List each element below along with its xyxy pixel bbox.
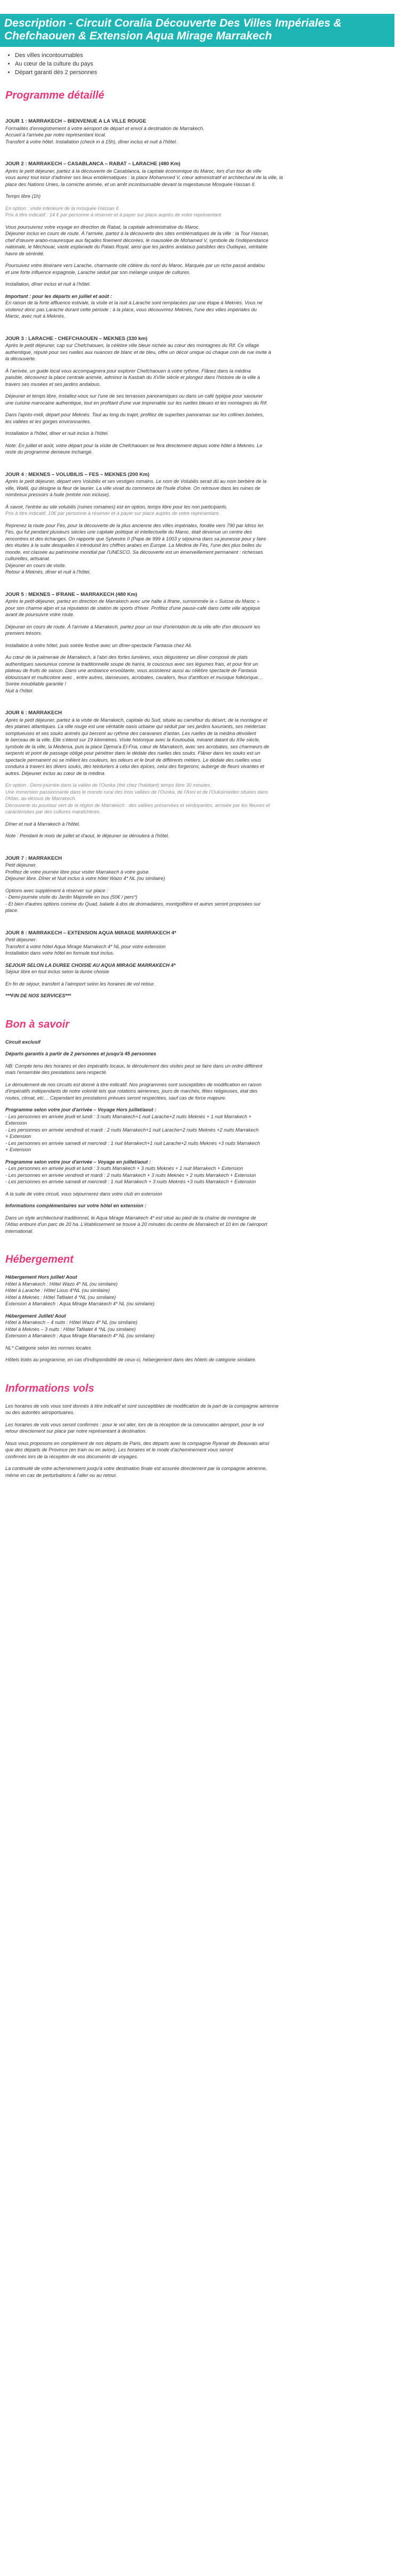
day-line: paisible, découvrez la place centrale animée, admirez la Kasbah du XVIIe siècle et plongez dans l'histoire de la ville à — [5, 375, 260, 380]
highlight-item: • Au cœur de la culture du pays — [15, 60, 404, 68]
day-block — [5, 336, 399, 456]
day-line: authentique, réputé pour ses ruelles aux nuances de blanc et de bleu, offre un décor unique où chaque coin de rue invite à — [5, 349, 271, 355]
days-container — [5, 118, 399, 999]
day-line: - Demi-journée visite du Jardin Majorelle en bus (50€ / pers*) — [5, 894, 138, 900]
day-line: Une immersion passionnante dans le monde rural des trois vallées de l'Ourika, de l'Asni et de l'Oukaïmeden situées dans — [5, 789, 268, 795]
day-line: Installation à votre hôtel, puis soirée festive avec un dîner-spectacle Fantasia chez Ali. — [5, 642, 192, 648]
page-title: Description - Circuit Coralia Découverte Des Villes Impériales & Chefchaouen & Extension Aqua Mirage Marrakech — [4, 17, 342, 42]
day-line: Soirée inoubliable garantie ! — [5, 681, 66, 687]
text-line: Les horaires de vols vous seront confirmés : pour le vol aller, lors de la réception de la convocation aéroport, pour le vol — [5, 1422, 264, 1427]
day-line: Maroc, avec nuit à Meknès. — [5, 313, 66, 319]
day-line: vous aurez tout loisir d'admirer ses lieux emblématiques : la place Mohammed V, cœur administratif et architectural de la ville, la — [5, 175, 283, 180]
day-line: rencontres et des échanges. On rapporte que Sylvestre II (Pape de 999 à 1003 y séjourna dans sa jeunesse pour y faire — [5, 536, 266, 542]
day-line: une cuisine marocaine authentique, tout en profitant d'une vue imprenable sur les ruelles bleues et les montagnes du Rif. — [5, 400, 268, 406]
day-line: Nuit à l'hôtel. — [5, 688, 34, 693]
day-line: Déjeuner en cours de visite. — [5, 562, 66, 568]
text-line: Hôtel à Meknès : Hôtel Tafilalet 4 *NL (ou similaire) — [5, 1294, 116, 1300]
text-line: + Extension — [5, 1134, 31, 1139]
day-title: JOUR 8 : MARRAKECH – EXTENSION AQUA MIRAGE MARRAKECH 4* — [5, 930, 176, 936]
text-line: Extension à Marrakech : Aqua Mirage Marrakech 4* NL (ou similaire) — [5, 1333, 155, 1338]
day-line: éblouissant et multicolore avec , entre autres, danseuses, acrobates, cavaliers, feux d'artifices et musique folklorique… — [5, 674, 263, 680]
day-line: Au cœur de la palmeraie de Marrakech, à l'abri des fortes lumières, vous dégusterez un dîner composé de plats — [5, 655, 248, 660]
text-line: mais l'ensemble des prestations sera respecté. — [5, 1070, 108, 1075]
text-line: - Les personnes en arrivée vendredi et mardi : 2 nuits Marrakech+1 nuit Larache+2 nuits Meknès +2 nuits Marrakech — [5, 1127, 259, 1133]
day-line: le berceau de la ville. Elle s'étend sur 19 kilomètres. Visite historique avec la Koutoubia, minaret datant du XIIe siècle, — [5, 737, 261, 742]
text-line: ou des autorités aéroportuaires. — [5, 1410, 75, 1415]
day-line: Note : Pendant le mois de juillet et d'aout, le déjeuner se déroulera à l'hôtel. — [5, 833, 169, 838]
day-line: place. — [5, 908, 19, 913]
day-line: conduira à travers les divers souks, des teinturiers à celui des épices, celui des forgerons, auberge de fleurs vivantes et — [5, 764, 264, 769]
day-line: caractérisées par des cultures maraîchères. — [5, 809, 101, 814]
infos-vols-block — [5, 1395, 399, 1479]
day-line: avant de poursuivre votre route. — [5, 612, 75, 617]
day-line: Dans l'après-midi, départ pour Meknès. Tout au long du trajet, profitez de superbes panoramas sur les collines boisées, — [5, 412, 264, 417]
day-title: JOUR 3 : LARACHE - CHEFCHAOUEN – MEKNES (330 km) — [5, 335, 148, 342]
day-line: spectacle permanent où se mêlent les couleurs, les odeurs et le bruit de différents métiers. Le dédale des ruelles vous — [5, 757, 262, 763]
day-line: Fès, qui fut pendant plusieurs siècles une capitale politique et intellectuelle du Maroc, était devenue un centre des — [5, 529, 252, 535]
day-line: Prix à titre indicatif, 10€ par personne à réserver et à payer sur place auprès de votre représentant. — [5, 511, 220, 516]
day-line: Profitez de votre journée libre pour visiter Marrakech à votre guise. — [5, 869, 150, 875]
text-line: Circuit exclusif — [5, 1039, 41, 1045]
day-line: Déjeuner inclus en cours de route. À l'arrivée, partez à la découverte des sites emblématiques de la ville : la Tour Hassan, — [5, 231, 270, 236]
day-line: Petit déjeuner. — [5, 937, 37, 942]
day-line: symbole de la ville, la Medersa, puis la place Djema'a El-Fna, cœur de Marrakech, avec ses acrobates, ses charmeurs de — [5, 744, 270, 749]
day-line: Transfert à votre hôtel. Installation (check in à 15h), dîner inclus et nuit à l'hôtel. — [5, 139, 177, 144]
highlights-list — [0, 51, 404, 77]
day-line: plateau de fruits de saison. Dans une ambiance envoûtante, vous assisterez aussi au célèbre spectacle de Fantasia — [5, 668, 257, 673]
day-line: nationale, le Mechouar, vaste esplanade du Palais Royal, ainsi que les jardins andalous paisibles des Oudayas, véritable — [5, 244, 268, 249]
day-line: En raison de la forte affluence estivale, la visite et la nuit à Larache sont remplacées par une étape à Meknès. Vous ne — [5, 300, 263, 305]
section-title-programme: Programme détaillé — [5, 90, 104, 101]
text-line: - Les personnes en arrivée samedi et mercredi : 1 nuit Marrakech + 3 nuits Meknès +3 nuits Marrakech + Extension — [5, 1179, 256, 1184]
text-line: international. — [5, 1228, 34, 1234]
day-line: Poursuivez votre itinéraire vers Larache, charmante cité côtière du nord du Maroc. Marquée par un riche passé andalou — [5, 263, 265, 268]
text-line: routes, climat, etc… Cependant les prestations prévues seront respectées, sauf cas de force majeure. — [5, 1095, 227, 1101]
text-line: Hôtel à Meknès – 3 nuits : Hôtel Tafilalet 4 *NL (ou similaire) — [5, 1326, 136, 1332]
text-line: retour directement sur place par notre représentant à destination. — [5, 1428, 147, 1434]
text-line: Hébergement Hors juillet/ Aout — [5, 1274, 77, 1280]
day-line: chef d'œuvre arabo-mauresque aux façades finement décorées, le mausolée de Mohamed V, symbole de l'indépendance — [5, 237, 269, 243]
hebergement-block — [5, 1266, 399, 1363]
text-line: Hôtel à Marrakech – 4 nuits : Hôtel Wazo 4* NL (ou similaire) — [5, 1320, 138, 1325]
day-line: Important : pour les départs en juillet et août : — [5, 293, 112, 299]
day-line: Après le petit déjeuner, partez à la visite de Marrakech, capitale du Sud, située au carrefour du désert, de la montagne et — [5, 717, 268, 723]
section-title-hebergement: Hébergement — [5, 1254, 74, 1265]
day-line: Déjeuner et temps libre, installez-vous sur l'une de ses terrasses panoramiques ou dans un café typique pour savourer — [5, 393, 263, 399]
day-line: culturelles, artisanat. — [5, 556, 51, 561]
bon-savoir-block — [5, 1031, 399, 1235]
day-line: somptueuses et ses souks animés qui bercent au rythme des caravanes d'antan. Les ruelles de la médina dévoilent — [5, 730, 256, 736]
day-line: monde, est classée au patrimoine mondial par l'UNESCO. Sa découverte est un émerveillement permanent : richesses — [5, 549, 263, 555]
day-line: place des Nations Unies, la corniche animée, et un arrêt incontournable devant la majestueuse Mosquée Hassan II. — [5, 181, 256, 187]
section-title-infos-vols: Informations vols — [5, 1382, 94, 1394]
text-line: Extension — [5, 1120, 27, 1126]
day-line: Prix à titre indicatif : 14 € par personne à réserver et à payer sur place auprès de votre représentant — [5, 212, 221, 217]
day-line: Vous poursuivrez votre voyage en direction de Rabat, la capitale administrative du Maroc. — [5, 224, 200, 230]
page — [0, 14, 404, 1479]
day-line: serpents et point de passage obligé pour pénétrer dans le dédale des ruelles des souks. Flâner dans les souks est un — [5, 750, 261, 756]
day-line: ville, Walili, qui désigne la fleur de laurier. La ville vivait du commerce de l'huile d'olive. On retrouve dans les ruines de — [5, 485, 261, 491]
day-title: JOUR 6 : MARRAKECH — [5, 710, 62, 716]
day-line: Après le petit-déjeuner, partez en direction de Marrakech avec une halte à Ifrane, surnommée la « Suisse du Maroc » — [5, 599, 260, 604]
section-title-bon-savoir: Bon à savoir — [5, 1018, 70, 1030]
day-block — [5, 161, 399, 320]
day-line: SEJOUR SELON LA DUREE CHOISIE AU AQUA MIRAGE MARRAKECH 4* — [5, 962, 176, 968]
day-line: Après le petit déjeuner, partez à la découverte de Casablanca, la capitale économique du Maroc, lors d'un tour de ville — [5, 168, 262, 174]
day-block — [5, 930, 399, 999]
day-line: Installation à l'hôtel, dîner et nuit inclus à l'hôtel. — [5, 431, 109, 436]
day-title: JOUR 2 : MARRAKECH – CASABLANCA – RABAT – LARACHE (480 Km) — [5, 161, 181, 167]
text-line: Hôtel à Marrakech : Hôtel Wazo 4* NL (ou similaire) — [5, 1281, 118, 1287]
day-title: JOUR 4 : MEKNES – VOLUBILIS – FES – MEKNES (200 Km) — [5, 471, 150, 478]
day-block — [5, 592, 399, 695]
text-line: - Les personnes en arrivée samedi et mercredi : 1 nuit Marrakech+1 nuit Larache+2 nuits Meknès +3 nuits Marrakech — [5, 1140, 260, 1146]
day-line: la découverte. — [5, 356, 36, 361]
text-line: d'impératifs indépendants de notre volonté tels que rotations aériennes, jours de marchés, fêtes religieuses, état des — [5, 1088, 258, 1094]
text-line: A la suite de votre circuit, vous séjournerez dans votre club en extension — [5, 1191, 163, 1197]
day-line: En option : visite intérieure de la mosquée Hassan II. — [5, 205, 120, 211]
day-line: des plaines atlantiques. La ville rouge est une véritable oasis urbaine qui séduit par ses jardins luxuriants, ses médersas — [5, 724, 266, 729]
text-line: que des départs de Province (en train ou en avion). Les horaires et le mode d'acheminement vous seront — [5, 1447, 233, 1452]
text-line: Dans un style architectural traditionnel, le Aqua Mirage Marrakech 4* est situé au pied de la chaîne de montagne de — [5, 1215, 256, 1221]
day-line: Installation, dîner inclus et nuit à l'hôtel. — [5, 281, 91, 287]
day-block — [5, 710, 399, 839]
text-line: - Les personnes en arrivée jeudi et lundi : 3 nuits Marrakech + 3 nuits Meknès + 1 nuit Marrakech + Extension — [5, 1166, 244, 1171]
title-banner — [0, 14, 394, 47]
text-line: Hôtels listés au programme, en cas d'indisponibilité de ceux-ci, hébergement dans des hôtels de catégorie similaire. — [5, 1357, 257, 1362]
text-line: Hôtel à Larache : Hôtel Lixus 4*NL (ou similaire) — [5, 1288, 110, 1293]
day-line: authentiques savoureux comme la traditionnelle soupe de harira, le couscous avec ses légumes frais, et pour finir un — [5, 661, 258, 667]
day-line: Temps libre (1h) — [5, 193, 41, 199]
day-title: JOUR 7 : MARRAKECH — [5, 855, 62, 861]
text-line: Le déroulement de nos circuits est donné à titre indicatif. Nos programmes sont susceptibles de modification en raison — [5, 1081, 262, 1087]
day-line: Séjour libre en tout inclus selon la durée choisie — [5, 969, 109, 974]
day-line: Reprenez la route pour Fès, pour la découverte de la plus ancienne des villes impériales, fondée vers 790 par Idriss Ier. — [5, 522, 265, 528]
day-line: À l'arrivée, un guide local vous accompagnera pour explorer Chefchaouen à votre rythme. Flânez dans la médina — [5, 368, 251, 374]
day-line: travers ses musées et ses jardins andalous. — [5, 381, 101, 387]
day-line: autres. Déjeuner inclus au cœur de la médina — [5, 770, 104, 776]
day-title: JOUR 5 : MEKNES – IFRANE – MARRAKECH (480 Km) — [5, 591, 138, 597]
day-block — [5, 472, 399, 576]
day-line: Déjeuner en cours de route. À l'arrivée à Marrakech, partez pour un tour d'orientation de la ville afin d'en découvrir les — [5, 624, 261, 629]
day-title: JOUR 1 : MARRAKECH – BIENVENUE A LA VILLE ROUGE — [5, 118, 147, 124]
day-line: Petit déjeuner. — [5, 862, 37, 868]
day-line: Transfert à votre hôtel Aqua Mirage Marrakech 4* NL pour votre extension — [5, 943, 166, 949]
text-line: + Extension — [5, 1147, 31, 1152]
day-line: les vallées et les gorges environnantes. — [5, 418, 91, 424]
day-line: Installation dans votre hôtel en formule tout inclus. — [5, 950, 115, 956]
text-line: Programme selon votre jour d'arrivée – Voyage Hors juillet/aout : — [5, 1107, 157, 1112]
day-line: ***FIN DE NOS SERVICES*** — [5, 993, 71, 998]
day-line: Note: En juillet et août, votre départ pour la visite de Chefchaouen se fera directement depuis votre hôtel à Meknès. Le — [5, 442, 263, 448]
day-line: Dîner et nuit à Marrakech à l'hôtel. — [5, 821, 80, 827]
text-line: La continuité de votre acheminement jusqu'à votre destination finale est assurée directement par la compagnie aérienne, — [5, 1466, 268, 1471]
program-section — [0, 88, 404, 1479]
text-line: Nous vous proposons en complément de nos départs de Paris, des départs avec la compagnie Ryanair de Beauvais ainsi — [5, 1440, 269, 1446]
day-line: havre de sérénité. — [5, 251, 45, 256]
day-line: Déjeuner libre. Dîner et Nuit inclus à votre hôtel Wazo 4* NL (ou similaire) — [5, 876, 165, 881]
text-line: NB: Compte tenu des horaires et des impératifs locaux, le déroulement des visites peut se faire dans un ordre différent — [5, 1063, 263, 1069]
text-line: Programme selon votre jour d'arrivée – Voyage en juillet/aout : — [5, 1159, 151, 1165]
day-line: Formalités d'enregistrement à votre aéroport de départ et envol à destination de Marrakech. — [5, 125, 205, 131]
text-line: Informations complémentaires sur votre hôtel en extension : — [5, 1203, 147, 1208]
day-line: et une forte influence espagnole, Larache séduit par son mélange unique de cultures. — [5, 269, 191, 275]
day-line: Après le petit déjeuner, départ vers Volubilis et ses vestiges romains. Le nom de Volubilis serait dû au nom berbère de la — [5, 479, 267, 484]
day-line: des études à la suite desquelles il introduisit les chiffres arabes en Europe. La Médina de Fès, l'une des plus belles du — [5, 543, 262, 548]
day-line: Options avec supplément à réserver sur place : — [5, 887, 108, 893]
day-line: Retour à Meknès, dîner et nuit à l'hôtel. — [5, 569, 91, 575]
day-line: Découverte du pourtour vert de la région de Marrakech : des vallées préservées et verdoyantes, arrosée par les fleuves et — [5, 802, 270, 808]
text-line: même en cas de perturbations à l'aller ou au retour. — [5, 1472, 117, 1478]
day-line: - Et bien d'autres options comme du Quad, balade à dos de dromadaires, montgolfière et autres seront proposées sur — [5, 901, 261, 907]
text-line: - Les personnes en arrivée vendredi et mardi : 2 nuits Marrakech + 3 nuits Meknès + 2 nuits Marrakech + Extension — [5, 1172, 256, 1178]
day-block — [5, 118, 399, 145]
text-line: Les horaires de vols vous sont donnés à titre indicatif et sont susceptibles de modification de la part de la compagnie aérienne — [5, 1403, 279, 1409]
text-line: Extension à Marrakech : Aqua Mirage Marrakech 4* NL (ou similaire) — [5, 1301, 155, 1306]
day-line: Après le petit déjeuner, cap sur Chefchaouen, la célèbre ville bleue nichée au cœur des montagnes du Rif. Ce village — [5, 343, 259, 348]
day-line: premiers trésors. — [5, 631, 42, 636]
day-block — [5, 855, 399, 914]
text-line: l'Atlas entouré d'un parc de 20 ha. L'établissement se trouve à 20 minutes du centre de Marrakech et 10 km de l'aéroport — [5, 1222, 268, 1227]
day-line: En fin de séjour, transfert à l'aéroport selon les horaires de vol retour. — [5, 981, 155, 987]
highlight-item: • Des villes incontournables — [15, 51, 404, 60]
highlight-item: • Départ garanti dès 2 personnes — [15, 68, 404, 77]
text-line: Hébergement Juillet/ Aout — [5, 1313, 66, 1319]
text-line: confirmés lors de la réception de vos documents de voyages. — [5, 1453, 139, 1459]
day-line: l'Atlas, au-dessus de Marrakech. — [5, 796, 76, 801]
text-line: NL* Catégorie selon les normes locales — [5, 1345, 91, 1351]
text-line: Départs garantis à partir de 2 personnes et jusqu'à 45 personnes — [5, 1051, 157, 1056]
day-line: reste du programme demeure inchangé. — [5, 449, 93, 455]
text-line: - Les personnes en arrivée jeudi et lundi : 3 nuits Marrakech+1 nuit Larache+2 nuits Meknès + 1 nuit Marrakech + — [5, 1113, 252, 1119]
day-line: nombreux pressoirs à huile (entrée non incluse). — [5, 492, 110, 497]
day-line: En option : Demi-journée dans la vallée de l'Ourika (thé chez l'habitant) temps libre 30 minutes. — [5, 782, 212, 788]
day-line: À savoir, l'entrée au site volubilis (ruines romaines) est en option, temps libre pour les non participants. — [5, 504, 228, 510]
day-line: Accueil à l'arrivée par notre représentant local. — [5, 132, 107, 138]
day-line: pour son charme alpin et sa réputation de station de sports d'hiver. Profitez d'une pause-café dans cette ville atypique — [5, 605, 261, 611]
day-line: visiterez donc pas Larache durant cette période ; à la place, vous découvrirez Meknès, l'une des villes impériales du — [5, 306, 257, 312]
